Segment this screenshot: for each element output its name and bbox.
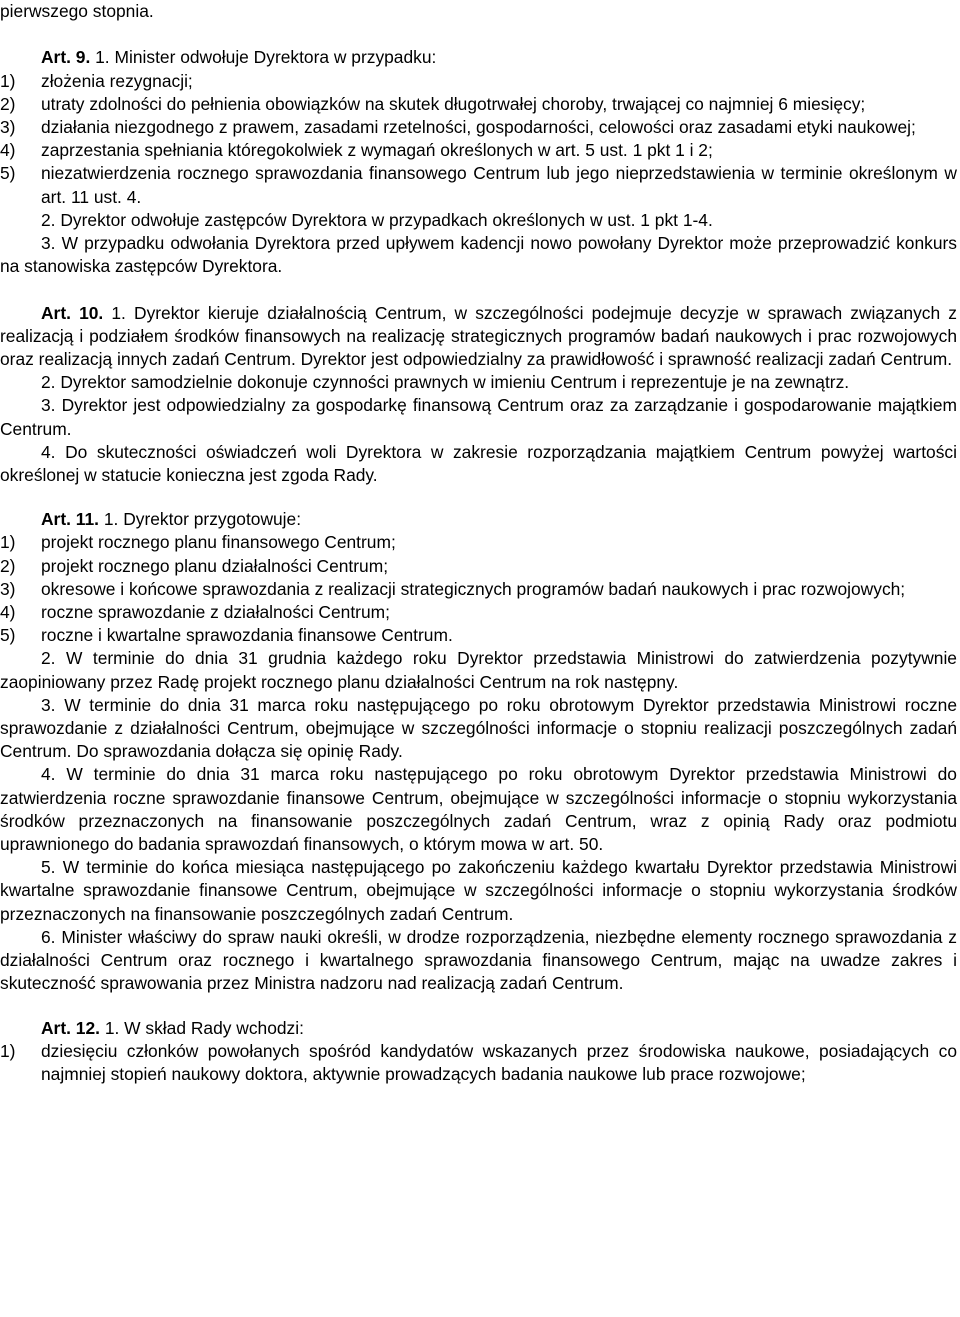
list-item: 5) roczne i kwartalne sprawozdania finansowe Centrum. xyxy=(0,625,453,646)
art10-paragraph-3: 3. Dyrektor jest odpowiedzialny za gospodarkę finansową Centrum oraz za zarządzanie i gospodarowanie majątkiem Centrum. xyxy=(0,395,957,439)
list-item: 3) działania niezgodnego z prawem, zasadami rzetelności, gospodarności, celowości oraz zasadami etyki naukowej; xyxy=(0,117,916,137)
art11-paragraph-5: 5. W terminie do końca miesiąca następującego po zakończeniu każdego kwartału Dyrektor przedstawia Ministrowi kwartalne sprawozdanie finansowe Centrum, obejmujące w szczególności informacje o stopniu wykorzystania środków przeznaczonych na finansowanie poszczególnych zadań Centrum. xyxy=(0,857,957,924)
art9-intro: Art. 9. 1. Minister odwołuje Dyrektora w przypadku: xyxy=(41,47,437,68)
art11-paragraph-4: 4. W terminie do dnia 31 marca roku następującego po roku obrotowym Dyrektor przedstawia Ministrowi do zatwierdzenia roczne sprawozdanie finansowe Centrum, obejmujące w szczególności informacje o stopniu wykorzystania środków przeznaczonych na finansowanie poszczególnych zadań Centrum, wraz z opinią Rady oraz podmiotu uprawnionego do badania sprawozdań finansowych, o którym mowa w art. 50. xyxy=(0,764,957,855)
list-item: 2) projekt rocznego planu działalności Centrum; xyxy=(0,555,389,576)
list-item: 1) złożenia rezygnacji; xyxy=(0,70,193,91)
top-line: pierwszego stopnia. xyxy=(0,1,154,21)
list-item: 1) dziesięciu członków powołanych spośród kandydatów wskazanych przez środowiska naukowe, posiadających co najmniej stopień naukowy doktora, aktywnie prowadzących badania naukowe lub prace rozwojowe; xyxy=(0,1040,957,1084)
list-item: 2) utraty zdolności do pełnienia obowiązków na skutek długotrwałej choroby, trwającej co najmniej 6 miesięcy; xyxy=(0,93,866,114)
article-9 xyxy=(0,46,957,278)
art11-heading: Art. 11. xyxy=(41,509,99,530)
list-item: 4) roczne sprawozdanie z działalności Centrum; xyxy=(0,602,390,623)
art10-paragraph-1: Art. 10. 1. Dyrektor kieruje działalnością Centrum, w szczególności podejmuje decyzje w sprawach związanych z realizacją i podziałem środków finansowych na realizację strategicznych programów badań naukowych i prac rozwojowych oraz realizacją innych zadań Centrum. Dyrektor jest odpowiedzialny za prawidłowość i sprawność realizacji zadań Centrum. xyxy=(0,302,957,370)
art12-heading: Art. 12. xyxy=(41,1017,100,1038)
art11-paragraph-3: 3. W terminie do dnia 31 marca roku następującego po roku obrotowym Dyrektor przedstawia Ministrowi roczne sprawozdanie z działalności Centrum, obejmujące w szczególności informacje o stopniu realizacji poszczególnych zadań Centrum. Do sprawozdania dołącza się opinię Rady. xyxy=(0,694,957,762)
art9-paragraph-2: 2. Dyrektor odwołuje zastępców Dyrektora w przypadkach określonych w ust. 1 pkt 1-4. xyxy=(41,209,713,230)
list-item: 1) projekt rocznego planu finansowego Centrum; xyxy=(0,532,396,553)
list-item: 5) niezatwierdzenia rocznego sprawozdania finansowego Centrum lub jego nieprzedstawienia w terminie określonym w art. 11 ust. 4. xyxy=(0,163,957,207)
art9-heading: Art. 9. xyxy=(41,47,91,68)
art10-heading: Art. 10. xyxy=(41,302,104,323)
art12-intro: Art. 12. 1. W skład Rady wchodzi: xyxy=(41,1017,304,1038)
list-item: 4) zaprzestania spełniania któregokolwiek z wymagań określonych w art. 5 ust. 1 pkt 1 i 2; xyxy=(0,140,713,161)
art10-paragraph-2: 2. Dyrektor samodzielnie dokonuje czynności prawnych w imieniu Centrum i reprezentuje je na zewnątrz. xyxy=(41,372,850,393)
art11-paragraph-6: 6. Minister właściwy do spraw nauki określi, w drodze rozporządzenia, niezbędne elementy rocznego sprawozdania z działalności Centrum oraz rocznego i kwartalnego sprawozdania finansowego Centrum, mając na uwadze zakres i skuteczność sprawowania przez Ministra nadzoru nad realizacją zadań Centrum. xyxy=(0,926,957,994)
art10-paragraph-4: 4. Do skuteczności oświadczeń woli Dyrektora w zakresie rozporządzania majątkiem Centrum powyżej wartości określonej w statucie konieczna jest zgoda Rady. xyxy=(0,441,957,486)
art11-paragraph-2: 2. W terminie do dnia 31 grudnia każdego roku Dyrektor przedstawia Ministrowi do zatwierdzenia pozytywnie zaopiniowany przez Radę projekt rocznego planu działalności Centrum na rok następny. xyxy=(0,648,957,692)
list-item: 3) okresowe i końcowe sprawozdania z realizacji strategicznych programów badań naukowych i prac rozwojowych; xyxy=(0,578,906,599)
art11-intro: Art. 11. 1. Dyrektor przygotowuje: xyxy=(41,509,302,530)
article-10 xyxy=(0,302,957,488)
article-11 xyxy=(0,508,957,995)
article-12 xyxy=(0,1017,957,1087)
art9-paragraph-3: 3. W przypadku odwołania Dyrektora przed upływem kadencji nowo powołany Dyrektor może przeprowadzić konkurs na stanowiska zastępców Dyrektora. xyxy=(0,233,957,277)
